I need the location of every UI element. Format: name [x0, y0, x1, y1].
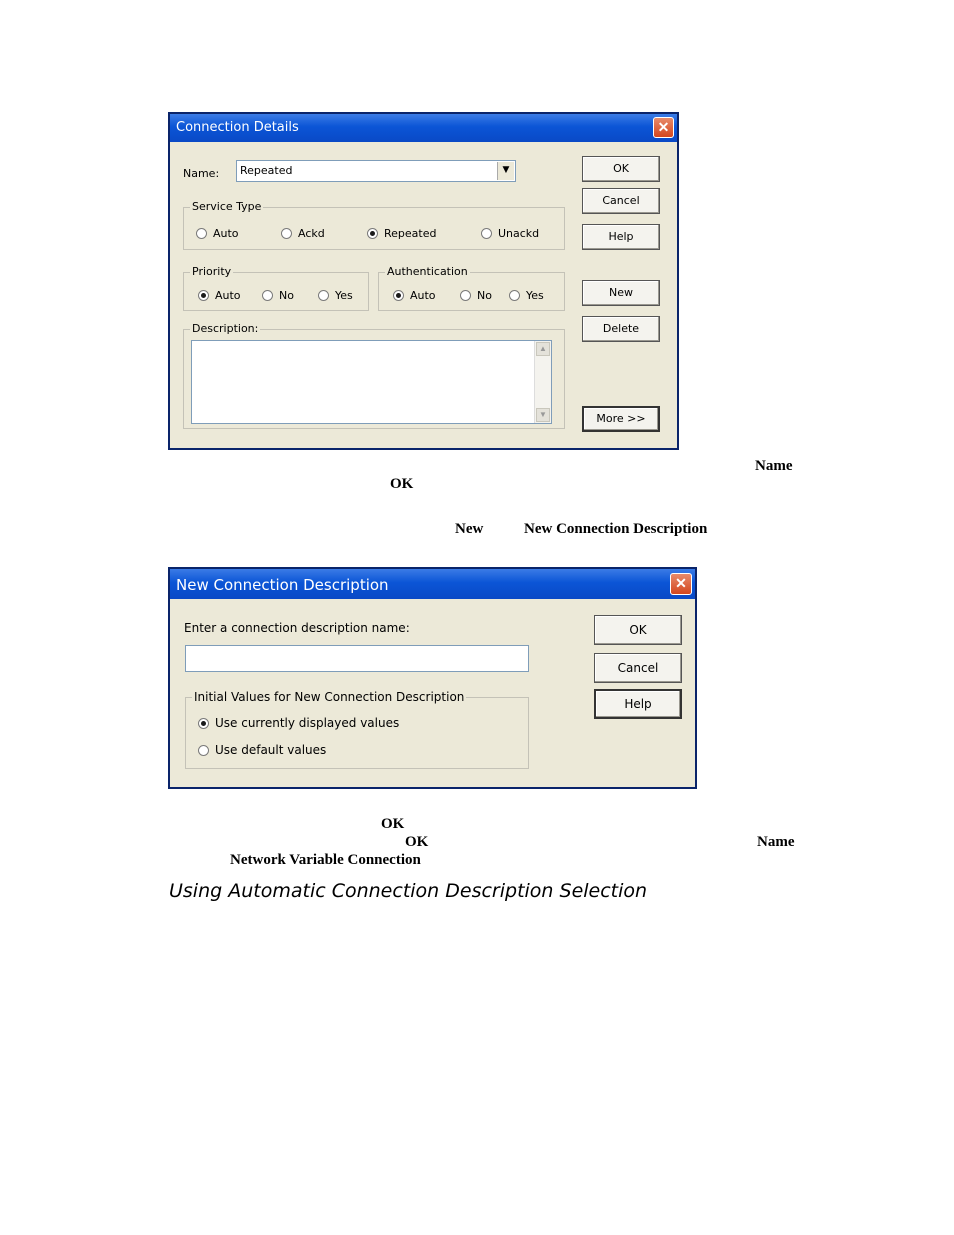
doc-text-new-connection-description: New Connection Description: [524, 521, 708, 537]
connection-name-prompt: Enter a connection description name:: [184, 621, 410, 635]
dialog-title: Connection Details: [176, 120, 299, 135]
priority-title: Priority: [192, 265, 232, 278]
description-label: Description:: [192, 322, 259, 335]
name-label: Name:: [183, 167, 220, 180]
chevron-down-icon[interactable]: ▼: [497, 162, 514, 180]
help-button[interactable]: Help: [594, 689, 682, 719]
description-scrollbar[interactable]: [534, 341, 551, 423]
service-type-radio-auto[interactable]: Auto: [196, 227, 239, 240]
doc-text-new: New: [455, 521, 484, 537]
scroll-down-icon[interactable]: ▼: [536, 408, 550, 422]
initial-values-group: [185, 690, 529, 769]
close-button[interactable]: [670, 573, 692, 595]
priority-radio-yes[interactable]: Yes: [318, 289, 353, 302]
priority-group: [183, 265, 369, 311]
radio-icon: [196, 228, 207, 239]
radio-icon: [198, 745, 209, 756]
priority-radio-auto[interactable]: Auto: [198, 289, 241, 302]
authentication-title: Authentication: [387, 265, 468, 278]
scroll-up-icon[interactable]: ▲: [536, 342, 550, 356]
service-type-radio-unackd[interactable]: Unackd: [481, 227, 539, 240]
description-textarea[interactable]: [191, 340, 552, 424]
dialog-title: New Connection Description: [176, 576, 389, 594]
service-type-title: Service Type: [192, 200, 262, 213]
authentication-radio-auto[interactable]: Auto: [393, 289, 436, 302]
title-bar[interactable]: [170, 569, 695, 599]
doc-text-ok-3: OK: [405, 834, 429, 850]
connection-name-input[interactable]: [185, 645, 529, 672]
use-default-values-radio[interactable]: Use default values: [198, 743, 326, 757]
priority-radio-no[interactable]: No: [262, 289, 294, 302]
initial-values-title: Initial Values for New Connection Description: [194, 690, 465, 704]
radio-selected-icon: [198, 718, 209, 729]
connection-details-dialog: [168, 112, 679, 450]
description-group: [183, 322, 565, 429]
radio-selected-icon: [198, 290, 209, 301]
ok-button[interactable]: OK: [582, 156, 660, 182]
delete-button[interactable]: Delete: [582, 316, 660, 342]
doc-text-ok-2: OK: [381, 816, 405, 832]
cancel-button[interactable]: Cancel: [582, 188, 660, 214]
new-button[interactable]: New: [582, 280, 660, 306]
more-button[interactable]: More >>: [582, 406, 660, 432]
close-icon: ✕: [657, 119, 670, 135]
authentication-group: [378, 265, 565, 311]
name-combobox[interactable]: [236, 160, 516, 182]
service-type-radio-repeated[interactable]: Repeated: [367, 227, 436, 240]
radio-icon: [509, 290, 520, 301]
close-icon: ✕: [675, 575, 687, 591]
new-connection-description-dialog: [168, 567, 697, 789]
service-type-group: [183, 200, 565, 250]
radio-icon: [262, 290, 273, 301]
title-bar[interactable]: [170, 114, 677, 142]
radio-selected-icon: [367, 228, 378, 239]
authentication-radio-yes[interactable]: Yes: [509, 289, 544, 302]
doc-text-name-1: Name: [755, 458, 793, 474]
doc-text-name-2: Name: [757, 834, 795, 850]
ok-button[interactable]: OK: [594, 615, 682, 645]
doc-text-ok-1: OK: [390, 476, 414, 492]
cancel-button[interactable]: Cancel: [594, 653, 682, 683]
help-button[interactable]: Help: [582, 224, 660, 250]
radio-icon: [281, 228, 292, 239]
use-current-values-radio[interactable]: Use currently displayed values: [198, 716, 399, 730]
authentication-radio-no[interactable]: No: [460, 289, 492, 302]
service-type-radio-ackd[interactable]: Ackd: [281, 227, 325, 240]
radio-selected-icon: [393, 290, 404, 301]
radio-icon: [318, 290, 329, 301]
radio-icon: [460, 290, 471, 301]
close-button[interactable]: [653, 117, 674, 138]
doc-text-network-variable-connection: Network Variable Connection: [230, 852, 421, 868]
radio-icon: [481, 228, 492, 239]
name-value: Repeated: [240, 164, 293, 177]
section-heading: Using Automatic Connection Description Selection: [169, 880, 648, 902]
